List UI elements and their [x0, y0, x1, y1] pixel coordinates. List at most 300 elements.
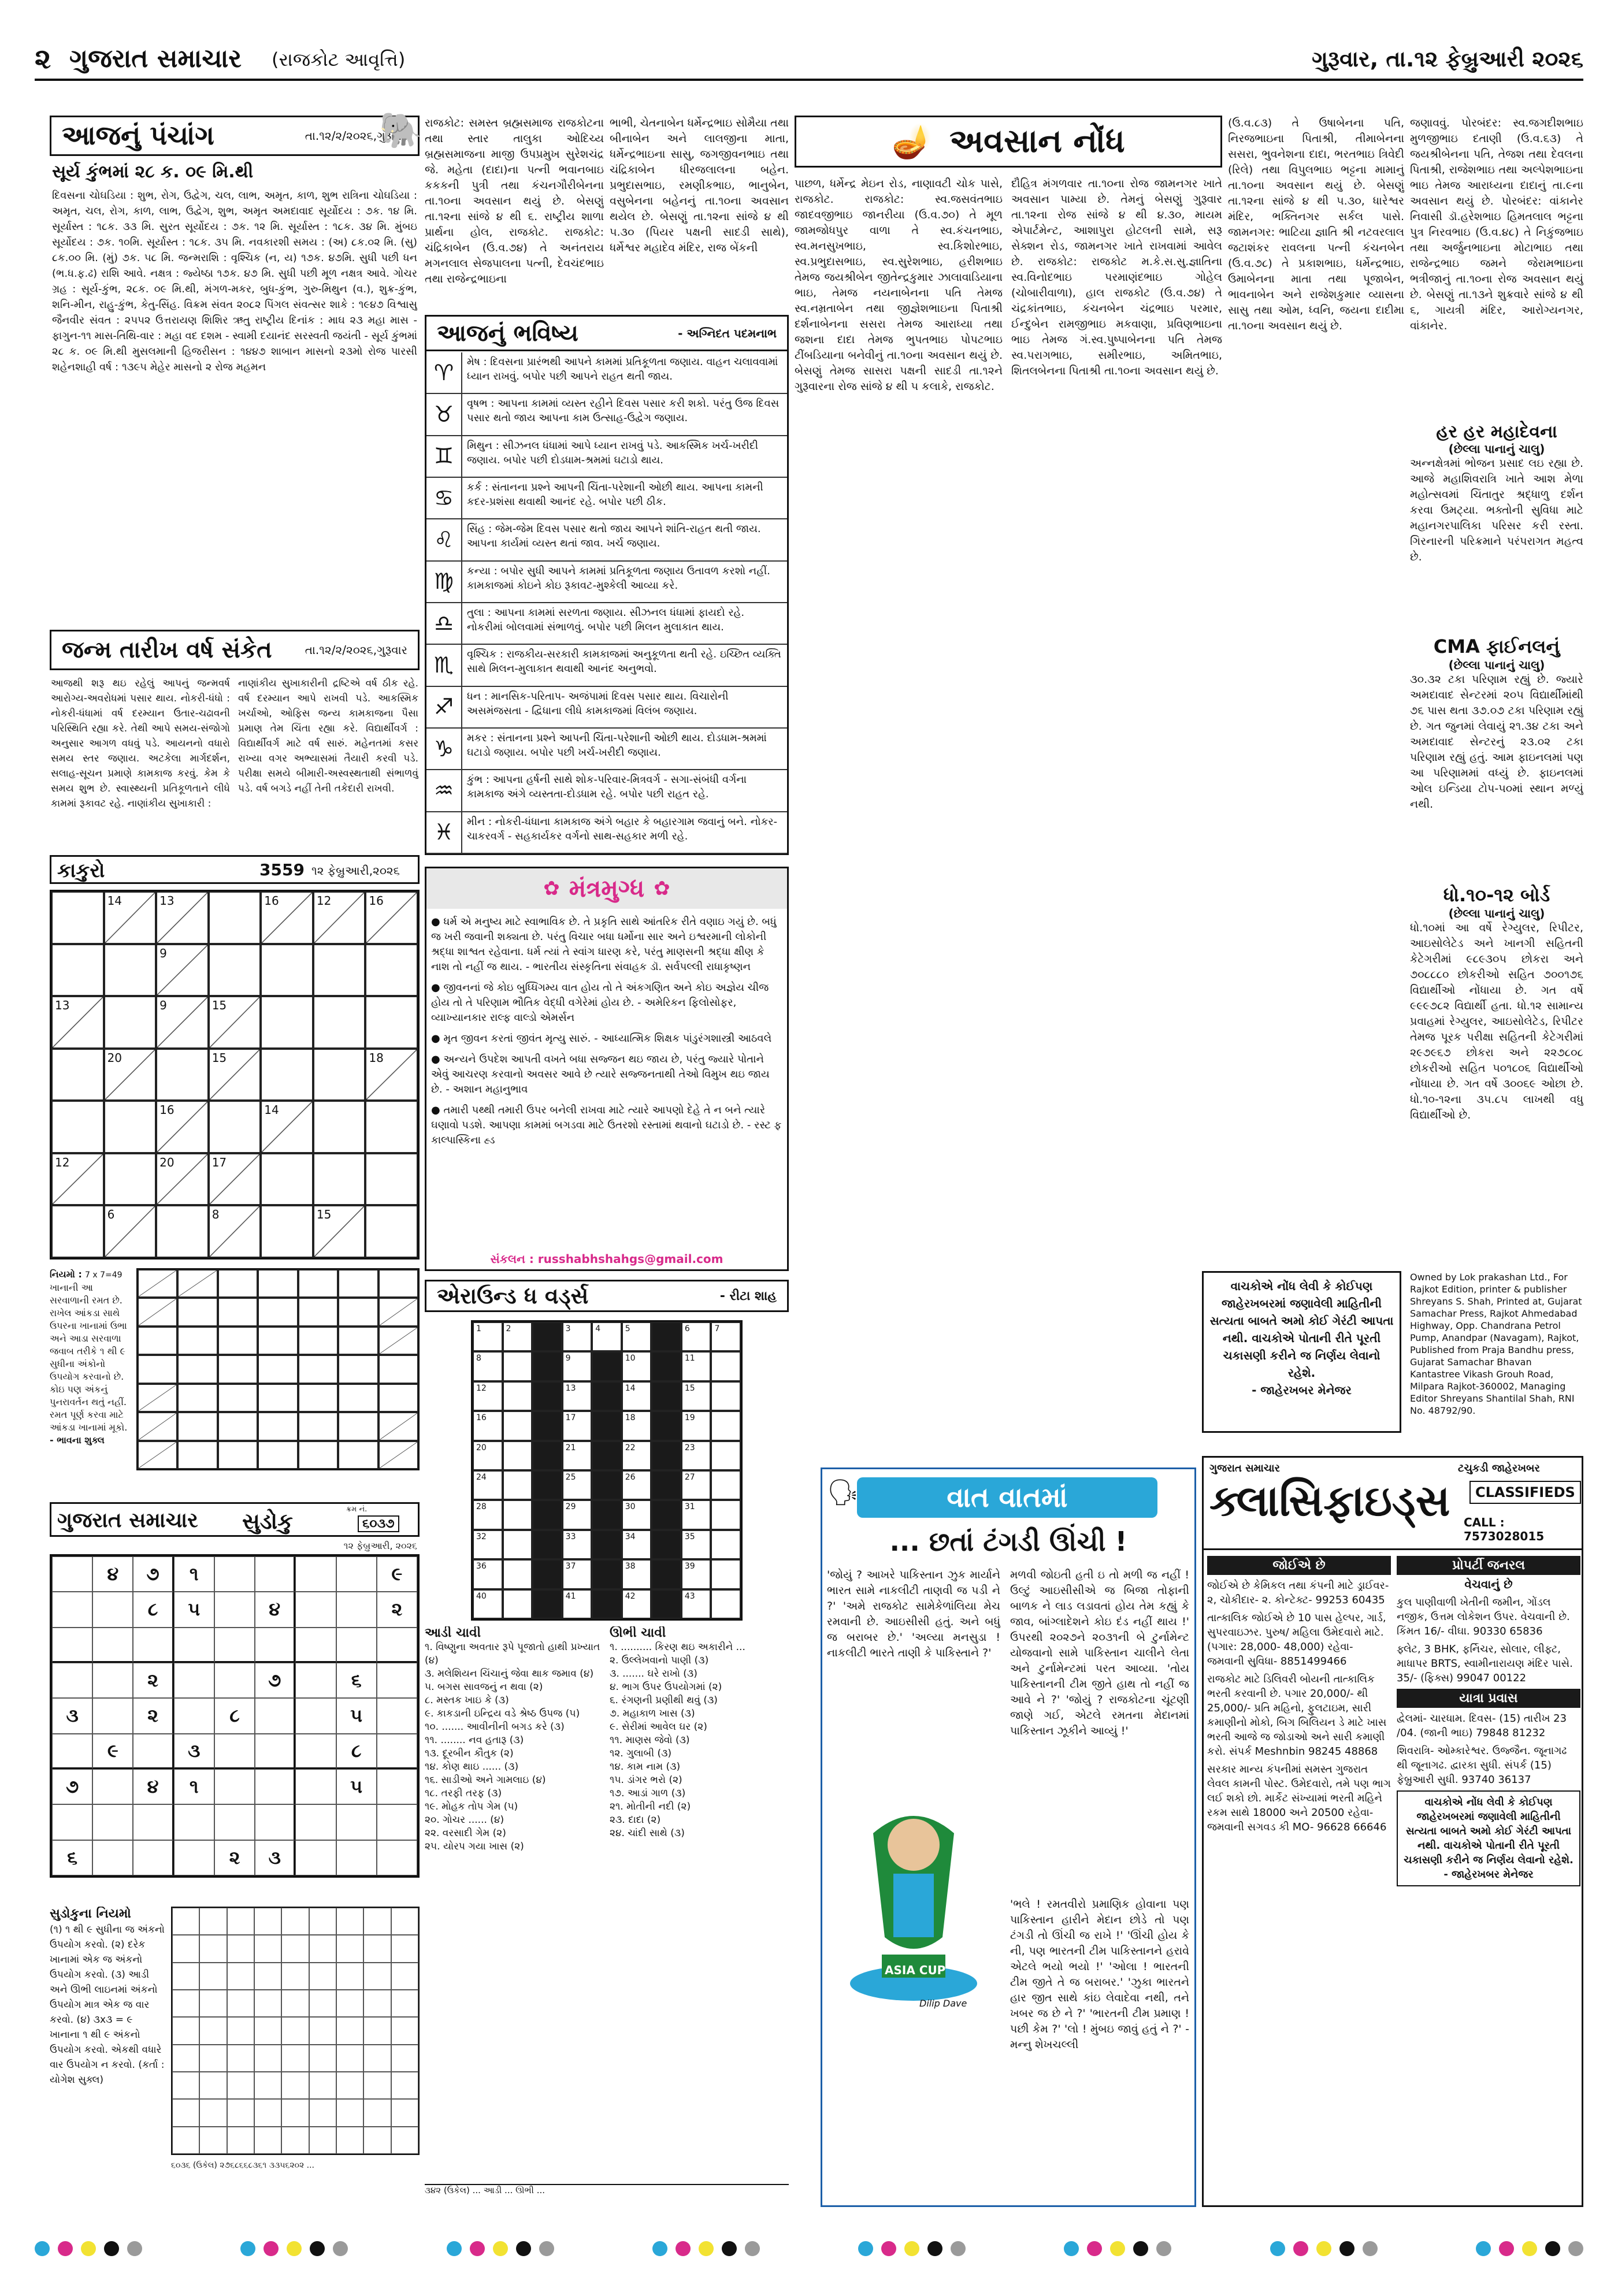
kakuro-answer-cell: [378, 1355, 418, 1383]
sudoku-cell[interactable]: [377, 1734, 417, 1769]
sudoku-cell[interactable]: ૩: [255, 1840, 295, 1875]
sudoku-cell[interactable]: ૯: [92, 1734, 133, 1769]
kakuro-cell[interactable]: [313, 1101, 366, 1153]
want-ad-2: તાત્કાલિક જોઈએ છે 10 પાસ હેલ્પર, ગાર્ડ, સુપરવાઇઝર. પુરુષ/ મહિલા ઉમેદવારો માટે. (પગાર: 28,000- 48,000) રહેવા- જમવાની સુવિધા- 8851499466: [1207, 1612, 1386, 1667]
kakuro-cell[interactable]: [156, 1153, 209, 1206]
sudoku-cell[interactable]: ૫: [174, 1592, 214, 1627]
kakuro-cell[interactable]: [51, 996, 104, 1049]
crossword-cell[interactable]: [473, 1470, 503, 1500]
kakuro-cell[interactable]: [156, 944, 209, 997]
crossword-cell[interactable]: [503, 1589, 533, 1619]
sudoku-cell[interactable]: ૩: [52, 1698, 92, 1733]
crossword-cell[interactable]: [711, 1322, 741, 1351]
sudoku-cell[interactable]: [174, 1840, 214, 1875]
kakuro-cell[interactable]: [51, 891, 104, 944]
harhar-box: [1410, 422, 1583, 630]
classified-paper: ગુજરાત સમાચાર: [1209, 1462, 1280, 1474]
kakuro-cell[interactable]: [51, 1205, 104, 1258]
sudoku-cell[interactable]: [377, 1769, 417, 1804]
crossword-number: 15: [684, 1383, 695, 1393]
color-dot: [881, 2241, 896, 2256]
sudoku-answer-cell: [227, 2072, 254, 2099]
mantra-quote: ● મૃત જીવન કરતાં જીવંત મૃત્યુ સારું. - આધ્યાત્મિક શિક્ષક પાંડુરંગશાસ્ત્રી આઠવલે: [431, 1032, 772, 1045]
sudoku-cell[interactable]: [92, 1663, 133, 1698]
sudoku-cell[interactable]: [295, 1840, 336, 1875]
classified-call: CALL : 7573028015: [1464, 1515, 1545, 1543]
kakuro-answer-cell: [258, 1269, 298, 1298]
sudoku-cell[interactable]: [255, 1698, 295, 1733]
mantra-contact: સંકલન : russhabhshahgs@gmail.com: [490, 1252, 723, 1266]
kakuro-answer-cell: [177, 1269, 217, 1298]
sudoku-rules-text: (૧) ૧ થી ૯ સુધીના જ અંકનો ઉપયોગ કરવો. (૨) દરેક ખાનામાં એક જ અંકનો ઉપયોગ કરવો. (૩) આડી અને ઊભી લાઇનમાં અંકનો ઉપયોગ માત્ર એક જ વાર કરવો. (૪) ૩x૩ = ૯ ખાનાના ૧ થી ૯ અંકનો ઉપયોગ કરવો. એકથી વધારે વાર ઉપયોગ ન કરવો. (કર્તા : યોગેશ સુક્લ): [50, 1924, 165, 2086]
sudoku-cell[interactable]: [92, 1628, 133, 1663]
crossword-block: [592, 1559, 622, 1589]
kakuro-answer-cell: [177, 1298, 217, 1326]
classified-footer: [1397, 1790, 1580, 1886]
kakuro-answer-cell: [138, 1327, 177, 1355]
sudoku-cell[interactable]: [255, 1734, 295, 1769]
sudoku-cell[interactable]: [295, 1769, 336, 1804]
crossword-cell[interactable]: [711, 1530, 741, 1559]
sudoku-cell[interactable]: ૧: [174, 1769, 214, 1804]
kakuro-cell[interactable]: [104, 891, 157, 944]
across-clue: ૨૦. ગોચર ...... (૪): [425, 1814, 504, 1826]
sudoku-answer-cell: [336, 1963, 363, 1990]
sudoku-cell[interactable]: [52, 1592, 92, 1627]
crossword-cell[interactable]: [473, 1441, 503, 1470]
crossword-cell[interactable]: [562, 1589, 592, 1619]
sudoku-cell[interactable]: [295, 1804, 336, 1840]
sudoku-cell[interactable]: [336, 1840, 377, 1875]
crossword-cell[interactable]: [622, 1470, 652, 1500]
crossword-cell[interactable]: [592, 1322, 622, 1351]
kakuro-cell[interactable]: [261, 996, 313, 1049]
kakuro-cell[interactable]: [365, 1049, 418, 1101]
asia-cup-label: ASIA CUP: [885, 1963, 946, 1977]
crossword-cell[interactable]: [711, 1500, 741, 1529]
kakuro-cell[interactable]: [365, 891, 418, 944]
sudoku-cell[interactable]: [92, 1592, 133, 1627]
sudoku-cell[interactable]: ૯: [377, 1556, 417, 1592]
obit-col-1: રાજકોટ: સમસ્ત બ્રહ્મસમાજ રાજકોટના તથા સ્તાર તાલુકા ઓદિચ્ય બ્રહ્મસમાજના માજી ઉપપ્રમુખ સુરેશચંદ્ર જે. મહેતા (દાદા)ના પત્ની ભવાનબાઇ કકકની પુત્રી તથા કંચનગૌરીબેનના તા.૧૦ના અવસાન થયું છે. બેસણું તા.૧૨ના સાંજે ૪ થી ૬. રાષ્ટ્રીય શાળા પ્રાર્થના હોલ, રાજકોટ. રાજકોટ: ચંદ્રિકાબેન (ઉ.વ.૭૪) તે અનંતરાય મગનલાલ સેજપાલના પત્ની, દેવચંદભાઇ તથા રાજેન્દ્રભાઇના: [425, 117, 604, 285]
crossword-cell[interactable]: [473, 1500, 503, 1529]
sudoku-cell[interactable]: [133, 1628, 173, 1663]
down-clues: [610, 1626, 789, 2181]
across-clue: ૧૦. ....... આવીનીની બગડ કરે (૩): [425, 1721, 565, 1733]
kakuro-answer-cell: [218, 1384, 258, 1412]
crossword-number: 13: [565, 1383, 576, 1393]
kakuro-answer-cell: [258, 1327, 298, 1355]
sudoku-cell[interactable]: [214, 1734, 255, 1769]
crossword-cell[interactable]: [711, 1351, 741, 1381]
crossword-panel: [425, 1280, 789, 2210]
sudoku-cell[interactable]: [92, 1840, 133, 1875]
crossword-cell[interactable]: [681, 1589, 711, 1619]
kakuro-cell[interactable]: [156, 1049, 209, 1101]
kakuro-answer-cell: [338, 1441, 378, 1469]
crossword-cell[interactable]: [562, 1500, 592, 1529]
sudoku-number: ૬૦૩૭: [358, 1515, 399, 1532]
sudoku-cell[interactable]: [295, 1628, 336, 1663]
crossword-cell[interactable]: [503, 1351, 533, 1381]
crossword-cell[interactable]: [473, 1381, 503, 1411]
kakuro-cell[interactable]: [313, 1049, 366, 1101]
sudoku-cell[interactable]: [92, 1804, 133, 1840]
sudoku-cell[interactable]: [133, 1840, 173, 1875]
sudoku-cell[interactable]: ૫: [336, 1698, 377, 1733]
crossword-cell[interactable]: [681, 1530, 711, 1559]
down-clue: ૨૪. ચાંદી સાથે (૩): [610, 1827, 685, 1839]
kakuro-cell[interactable]: [365, 944, 418, 997]
crossword-cell[interactable]: [473, 1530, 503, 1559]
across-clue: ૧૧. ........ નવ હતારૂ (૩): [425, 1734, 524, 1746]
sudoku-cell[interactable]: [52, 1663, 92, 1698]
crossword-cell[interactable]: [681, 1441, 711, 1470]
sudoku-answer-cell: [172, 2072, 199, 2099]
sudoku-cell[interactable]: ૭: [255, 1663, 295, 1698]
crossword-cell[interactable]: [622, 1500, 652, 1529]
sudoku-cell[interactable]: ૭: [52, 1769, 92, 1804]
crossword-cell[interactable]: [473, 1322, 503, 1351]
sudoku-cell[interactable]: [377, 1663, 417, 1698]
crossword-cell[interactable]: [473, 1559, 503, 1589]
sudoku-cell[interactable]: [174, 1698, 214, 1733]
color-dot: [699, 2241, 714, 2256]
sudoku-cell[interactable]: [214, 1592, 255, 1627]
kakuro-cell[interactable]: [261, 1101, 313, 1153]
sudoku-answer-cell: [227, 1908, 254, 1935]
sudoku-cell[interactable]: [377, 1840, 417, 1875]
sudoku-cell[interactable]: ૪: [255, 1592, 295, 1627]
sudoku-cell[interactable]: ૩: [174, 1734, 214, 1769]
crossword-cell[interactable]: [562, 1351, 592, 1381]
kakuro-cell[interactable]: [104, 996, 157, 1049]
kakuro-clue: 12: [316, 894, 332, 908]
sudoku-cell[interactable]: [214, 1804, 255, 1840]
kakuro-answer-cell: [258, 1355, 298, 1383]
sudoku-cell[interactable]: ૨: [133, 1663, 173, 1698]
kakuro-answer-cell: [218, 1355, 258, 1383]
classified-col-left: [1207, 1556, 1391, 2203]
sudoku-cell[interactable]: [295, 1734, 336, 1769]
sudoku-cell[interactable]: ૮: [214, 1698, 255, 1733]
crossword-cell[interactable]: [473, 1589, 503, 1619]
crossword-cell[interactable]: [622, 1530, 652, 1559]
sudoku-cell[interactable]: [377, 1628, 417, 1663]
sudoku-cell[interactable]: [295, 1556, 336, 1592]
sudoku-cell[interactable]: [255, 1556, 295, 1592]
sudoku-cell[interactable]: ૮: [336, 1734, 377, 1769]
crossword-number: 26: [625, 1473, 636, 1482]
sudoku-cell[interactable]: ૬: [336, 1663, 377, 1698]
kakuro-answer-cell: [218, 1298, 258, 1326]
crossword-cell[interactable]: [711, 1441, 741, 1470]
color-dot: [1110, 2241, 1125, 2256]
kakuro-cell[interactable]: [313, 944, 366, 997]
crossword-cell[interactable]: [622, 1322, 652, 1351]
rashi-item: [426, 603, 787, 645]
color-dot: [1316, 2241, 1331, 2256]
crossword-cell[interactable]: [622, 1559, 652, 1589]
crossword-cell[interactable]: [503, 1530, 533, 1559]
crossword-cell[interactable]: [503, 1381, 533, 1411]
color-dot: [1476, 2241, 1491, 2256]
twins-icon: ♊: [426, 436, 462, 477]
crossword-cell[interactable]: [681, 1559, 711, 1589]
across-clue: ૧. વિષ્ણુના અવતાર રૂપે પૂજાતો હાથી પ્રખ્યાત (૪): [425, 1641, 600, 1666]
across-clue: ૩. મલેશિયન ચિંચાનું જેવા થાક જમાવ (૪): [425, 1668, 594, 1680]
kakuro-cell[interactable]: [261, 1049, 313, 1101]
sudoku-cell[interactable]: [174, 1804, 214, 1840]
crossword-number: 30: [625, 1502, 636, 1512]
kakuro-answer-cell: [298, 1269, 338, 1298]
kakuro-cell[interactable]: [209, 1101, 261, 1153]
color-dot: [35, 2241, 50, 2256]
sudoku-cell[interactable]: [255, 1769, 295, 1804]
sudoku-answer-cell: [199, 2072, 227, 2099]
sudoku-cell[interactable]: [52, 1804, 92, 1840]
sudoku-cell[interactable]: ૨: [214, 1840, 255, 1875]
crossword-cell[interactable]: [503, 1500, 533, 1529]
sudoku-cell[interactable]: [214, 1769, 255, 1804]
obit-col-2: ભાભી, ચેતનાબેન ધર્મેન્દ્રભાઇ સોમૈયા તથા બીનાબેન અને લાલજીના માતા, ધર્મેન્દ્રભાઇના સાસુ, જગજીવનભાઇ તથા ચંદ્રિકાબેન ધીરજલાલના બહેન. પ્રભુદાસભાઇ, રમણીકભાઇ, ભાનુબેન, વસુબેનના બહેનનું તા.૧૦ના અવસાન થયેલ છે. બેસણું તા.૧૨ના સાંજે ૪ થી ૫.૩૦ (પિયર પક્ષની સાદડી સાથે), ધર્મેશ્વર મહાદેવ મંદિર, રાજ બેંકની: [610, 117, 789, 254]
kakuro-cell[interactable]: [209, 1153, 261, 1206]
obit-col-6: જણાવવું. પોરબંદર: સ્વ.જગદીશભાઇ મુળજીભાઇ દતાણી (ઉ.વ.૬૩) તે જયશ્રીબેનના પતિ, તેજશ તથા દેવલના પિતાશ્રી, રાજેશભાઇ તથા અલ્પેશભાઇના ભાઇ તેમજ આરાધ્યના દાદાનું તા.૯ના અવસાન થયું છે. પોરબંદર: વાંકાનેર નિવાસી ડૉ.હરેશભાઇ હિમતલાલ ભટ્ટના પુત્ર નિરવભાઇ (ઉ.વ.૪૮) તે નિકુંજભાઇ તથા અર્જુનભાઇના મોટાભાઇ તથા રાજેન્દ્રભાઇ જમને જેરામભાઇના ભત્રીજાનું તા.૧૦ના રોજ અવસાન થયું છે. બેસણું તા.૧૩ને શુક્રવારે સાંજે ૪ થી ૬, ગાયત્રી મંદિર, આરોગ્યનગર, વાંકાનેર.: [1410, 117, 1583, 332]
kakuro-cell[interactable]: [209, 996, 261, 1049]
mantra-quote: ● અન્યને ઉપદેશ આપતી વખતે બધા સજ્જન થઇ જાય છે, પરંતુ જ્યારે પોતાને એવું આચરણ કરવાનો અવસર આવે છે ત્યારે સજ્જનતાથી તેઓ વિમુખ થઇ જાય છે. - અશાન મહાનુભાવ: [431, 1053, 770, 1095]
sudoku-answer-cell: [391, 2099, 418, 2126]
sudoku-answer-cell: [281, 2099, 309, 2126]
sudoku-cell[interactable]: [255, 1804, 295, 1840]
crossword-cell[interactable]: [473, 1411, 503, 1440]
crossword-cell[interactable]: [503, 1411, 533, 1440]
kakuro-title: કાકુરો: [57, 859, 105, 882]
kakuro-cell[interactable]: [51, 944, 104, 997]
sudoku-answer-cell: [254, 2017, 281, 2044]
kakuro-cell[interactable]: [156, 996, 209, 1049]
kakuro-clue: 20: [107, 1050, 123, 1065]
crossword-cell[interactable]: [711, 1589, 741, 1619]
sudoku-cell[interactable]: [52, 1734, 92, 1769]
goat-icon: ♑: [426, 729, 462, 769]
crossword-cell[interactable]: [562, 1559, 592, 1589]
sudoku-cell[interactable]: ૬: [52, 1840, 92, 1875]
kakuro-cell[interactable]: [156, 1101, 209, 1153]
sell-title: વેચવાનું છે: [1464, 1577, 1513, 1591]
sudoku-answer-cell: [391, 2072, 418, 2099]
sudoku-cell[interactable]: ૨: [133, 1698, 173, 1733]
color-dot: [722, 2241, 737, 2256]
page-number: ૨: [35, 43, 51, 75]
sudoku-answer-grid: [171, 1907, 420, 2155]
sudoku-cell[interactable]: [336, 1628, 377, 1663]
crossword-number: 6: [684, 1324, 690, 1333]
kakuro-cell[interactable]: [313, 891, 366, 944]
color-dot: [310, 2241, 325, 2256]
kakuro-cell[interactable]: [156, 891, 209, 944]
sudoku-answer-cell: [281, 2045, 309, 2072]
rashi-item: [426, 436, 787, 478]
crossword-title: એરાઉન્ડ ધ વર્ડ્સ: [437, 1283, 589, 1309]
sudoku-cell[interactable]: [336, 1804, 377, 1840]
sudoku-cell[interactable]: ૪: [133, 1769, 173, 1804]
crossword-cell[interactable]: [473, 1351, 503, 1381]
kakuro-cell[interactable]: [365, 1101, 418, 1153]
panchang-date: તા.૧૨/૨/૨૦૨૬,ગુરૂવાર: [305, 129, 407, 143]
crossword-cell[interactable]: [681, 1322, 711, 1351]
kakuro-answer-cell: [258, 1412, 298, 1440]
kakuro-answer-cell: [177, 1412, 217, 1440]
kakuro-cell[interactable]: [261, 1205, 313, 1258]
kakuro-cell[interactable]: [261, 1153, 313, 1206]
crossword-cell[interactable]: [562, 1381, 592, 1411]
birthday-panel: [50, 630, 420, 852]
crossword-cell[interactable]: [711, 1470, 741, 1500]
crossword-block: [651, 1559, 681, 1589]
kakuro-cell[interactable]: [209, 1049, 261, 1101]
crossword-cell[interactable]: [622, 1381, 652, 1411]
kakuro-cell[interactable]: [104, 1049, 157, 1101]
crossword-cell[interactable]: [622, 1351, 652, 1381]
crossword-cell[interactable]: [681, 1500, 711, 1529]
crossword-title-bar: [425, 1280, 789, 1312]
crossword-cell[interactable]: [711, 1381, 741, 1411]
crossword-cell[interactable]: [562, 1470, 592, 1500]
registration-mark: [652, 2241, 760, 2256]
crossword-cell[interactable]: [711, 1559, 741, 1589]
sudoku-cell[interactable]: ૮: [133, 1592, 173, 1627]
sudoku-cell[interactable]: [174, 1628, 214, 1663]
crossword-cell[interactable]: [622, 1411, 652, 1440]
panchang-body: દિવસના ચોઘડિયા : શુભ, રોગ, ઉદ્વેગ, ચલ, લાભ, અમૃત, કાળ, શુભ રાત્રિના ચોઘડિયા : અમૃત, ચલ, રોગ, કાળ, લાભ, ઉદ્વેગ, શુભ, અમૃત અમદાવાદ સૂર્યોદય : ૭ક. ૧૪ મિ. સૂર્યાસ્ત : ૧૮ક. ૩૩ મિ. સુરત સૂર્યોદય : ૭ક. ૧૨ મિ. સૂર્યાસ્ત : ૧૮ક. ૩૪ મિ. મુંબઇ સૂર્યોદય : ૭ક. ૧૦મિ. સૂર્યાસ્ત : ૧૮ક. ૩૫ મિ. નવકારશી સમય : (અ) ૮ક.૦૨ મિ. (સુ) ૮ક.૦૦ મિ. (મું) ૭ક. ૫૮ મિ. જન્મરાશિ : વૃશ્ચિક (ન, ય) ૧૭ક. ૪૭મિ. સુધી પછી ધન (ભ.ધ.ફ.ઢ) રાશિ આવે. નક્ષત્ર : જ્યેષ્ઠા ૧૭ક. ૪૭ મિ. સુધી પછી મૂળ નક્ષત્ર આવે. ગોચર ગ્રહ : સૂર્ય-કુંભ, ૨૮ક. ૦૯ મિ.થી, મંગળ-મકર, બુધ-કુંભ, ગુરુ-મિથુન (વ.), શુક્ર-કુંભ, શનિ-મીન, રાહુ-કુંભ, કેતુ-સિંહ. વિક્રમ સંવત ૨૦૮૨ પિંગલ સંવત્સર શાકે : ૧૯૪૭ વિશ્વાસુ જૈનવીર સંવત : ૨૫૫૨ ઉત્તરાયણ શિશિર ઋતુ રાષ્ટ્રીય દિનાંક : માઘ ૨૩ મહા માસ - ફાગુન-૧૧ માસ-તિથિ-વાર : મહા વદ દશમ - સ્વામી દયાનંદ સરસ્વતી જયંતી - સૂર્ય કુંભમાં ૨૮ ક. ૦૯ મિ.થી મુસલમાની હિજરીસન : ૧૪૪૭ શાબાન માસનો ૨૩મો રોજ પારસી શહેનશાહી વર્ષ : ૧૩૯૫ મેહેર માસનો ૨ રોજ મહમન: [52, 190, 417, 373]
crossword-cell[interactable]: [681, 1381, 711, 1411]
sudoku-cell[interactable]: ૧: [174, 1556, 214, 1592]
crossword-block: [592, 1351, 622, 1381]
color-dot: [927, 2241, 942, 2256]
sudoku-cell[interactable]: [336, 1556, 377, 1592]
sudoku-cell[interactable]: ૭: [133, 1556, 173, 1592]
sudoku-cell[interactable]: ૨: [377, 1592, 417, 1627]
crossword-number: 37: [565, 1562, 576, 1571]
sudoku-cell[interactable]: [295, 1663, 336, 1698]
sudoku-cell[interactable]: [174, 1663, 214, 1698]
sudoku-cell[interactable]: [295, 1592, 336, 1627]
kakuro-clue: 12: [55, 1155, 70, 1169]
sudoku-cell[interactable]: [214, 1628, 255, 1663]
kakuro-cell[interactable]: [261, 891, 313, 944]
crossword-cell[interactable]: [711, 1411, 741, 1440]
kakuro-cell[interactable]: [104, 944, 157, 997]
kakuro-cell[interactable]: [104, 1101, 157, 1153]
crossword-cell[interactable]: [622, 1589, 652, 1619]
harhar-sub: (છેલ્લા પાનાનું ચાલુ): [1448, 442, 1545, 456]
kakuro-cell[interactable]: [365, 1153, 418, 1206]
across-clue: ૧૩. દૂરબીન કૌતુક (૨): [425, 1748, 514, 1759]
sudoku-cell[interactable]: [52, 1628, 92, 1663]
sudoku-cell[interactable]: [377, 1698, 417, 1733]
crossword-number: 24: [476, 1473, 487, 1482]
sudoku-answer-cell: [281, 1990, 309, 2017]
sudoku-cell[interactable]: [255, 1628, 295, 1663]
crossword-number: 11: [684, 1354, 695, 1364]
rashi-title-bar: [426, 317, 787, 351]
crossword-number: 20: [476, 1443, 487, 1452]
crossword-block: [592, 1411, 622, 1440]
kakuro-cell[interactable]: [104, 1153, 157, 1206]
sudoku-cell[interactable]: ૪: [92, 1556, 133, 1592]
kakuro-cell[interactable]: [51, 1153, 104, 1206]
sudoku-cell[interactable]: ૫: [336, 1769, 377, 1804]
sudoku-cell[interactable]: [214, 1556, 255, 1592]
kakuro-cell[interactable]: [313, 1153, 366, 1206]
crossword-cell[interactable]: [503, 1322, 533, 1351]
kakuro-answer-cell: [298, 1412, 338, 1440]
kakuro-cell[interactable]: [209, 891, 261, 944]
color-dot: [81, 2241, 96, 2256]
crossword-cell[interactable]: [681, 1351, 711, 1381]
down-clue: ૧૨. ગુલાબી (૩): [610, 1748, 672, 1759]
kakuro-answer-cell: [298, 1355, 338, 1383]
sudoku-cell[interactable]: [52, 1556, 92, 1592]
kakuro-cell[interactable]: [313, 1205, 366, 1258]
cartoonist-name: Dilip Dave: [919, 1998, 967, 2009]
kakuro-clue: 14: [107, 894, 123, 908]
sudoku-answer-cell: [254, 2045, 281, 2072]
kakuro-cell[interactable]: [51, 1101, 104, 1153]
crossword-cell[interactable]: [622, 1441, 652, 1470]
crossword-cell[interactable]: [681, 1470, 711, 1500]
kakuro-cell[interactable]: [365, 1205, 418, 1258]
color-dot: [539, 2241, 554, 2256]
kakuro-cell[interactable]: [209, 944, 261, 997]
classified-col-right: [1397, 1556, 1580, 2203]
crossword-cell[interactable]: [503, 1441, 533, 1470]
kakuro-cell[interactable]: [261, 944, 313, 997]
rashi-text: સિંહ : જેમ-જેમ દિવસ પસાર થતો જાય આપને શાંતિ-રાહત થતી જાય. આપના કાર્યમાં વ્યસ્ત થતાં જાવ. ખર્ચ જણાય.: [467, 523, 761, 550]
kakuro-cell[interactable]: [104, 1205, 157, 1258]
want-ad-1: જોઈએ છે કેમિકલ તથા કંપની માટે ડ્રાઈવર- ૨, ચોકીદાર- ૨. કોન્ટેક્ટ- 99253 60435: [1207, 1580, 1389, 1606]
kakuro-cell[interactable]: [365, 996, 418, 1049]
sudoku-cell[interactable]: [336, 1592, 377, 1627]
mantra-panel: [425, 867, 789, 1271]
crossword-cell[interactable]: [562, 1441, 592, 1470]
kakuro-answer-cell: [298, 1441, 338, 1469]
crossword-cell[interactable]: [503, 1470, 533, 1500]
crossword-cell[interactable]: [681, 1411, 711, 1440]
sudoku-cell[interactable]: [214, 1663, 255, 1698]
sudoku-cell[interactable]: [133, 1804, 173, 1840]
kakuro-cell[interactable]: [313, 996, 366, 1049]
crossword-cell[interactable]: [503, 1559, 533, 1589]
crossword-cell[interactable]: [562, 1411, 592, 1440]
sudoku-cell[interactable]: [133, 1734, 173, 1769]
sudoku-cell[interactable]: [92, 1698, 133, 1733]
rashi-text: મિથુન : સીઝનલ ધંધામાં આપે ધ્યાન રાખવું પડે. આકસ્મિક ખર્ચ-ખરીદી જણાય. બપોર પછી દોડધામ-શ્રમમાં ઘટાડો થાય.: [467, 439, 759, 466]
print-line: Owned by Lok prakashan Ltd., For Rajkot Edition, printer & publisher Shreyans S. Shah, Printed at, Gujarat Samachar Press, Rajkot Ahmedabad Highway, Opp. Chandrana Petrol Pump, Anandpar (Navagam), Rajkot, Published from Praja Bandhu press, Gujarat Samachar Bhavan Kantastree Vikash Grouh Road, Milpara Rajkot-360002, Managing Editor Shreyans Shantilal Shah, RNI No. 48792/90.: [1410, 1272, 1582, 1416]
crossword-cell[interactable]: [562, 1530, 592, 1559]
sudoku-answer-cell: [363, 2127, 391, 2154]
cma-sub: (છેલ્લા પાનાનું ચાલુ): [1448, 658, 1545, 672]
sudoku-panel: [50, 1502, 420, 2213]
sudoku-cell[interactable]: [377, 1804, 417, 1840]
kakuro-cell[interactable]: [51, 1049, 104, 1101]
archer-icon: ♐: [426, 687, 462, 727]
kakuro-cell[interactable]: [209, 1205, 261, 1258]
crossword-cell[interactable]: [562, 1322, 592, 1351]
sudoku-cell[interactable]: [295, 1698, 336, 1733]
sudoku-cell[interactable]: [92, 1769, 133, 1804]
kakuro-cell[interactable]: [156, 1205, 209, 1258]
